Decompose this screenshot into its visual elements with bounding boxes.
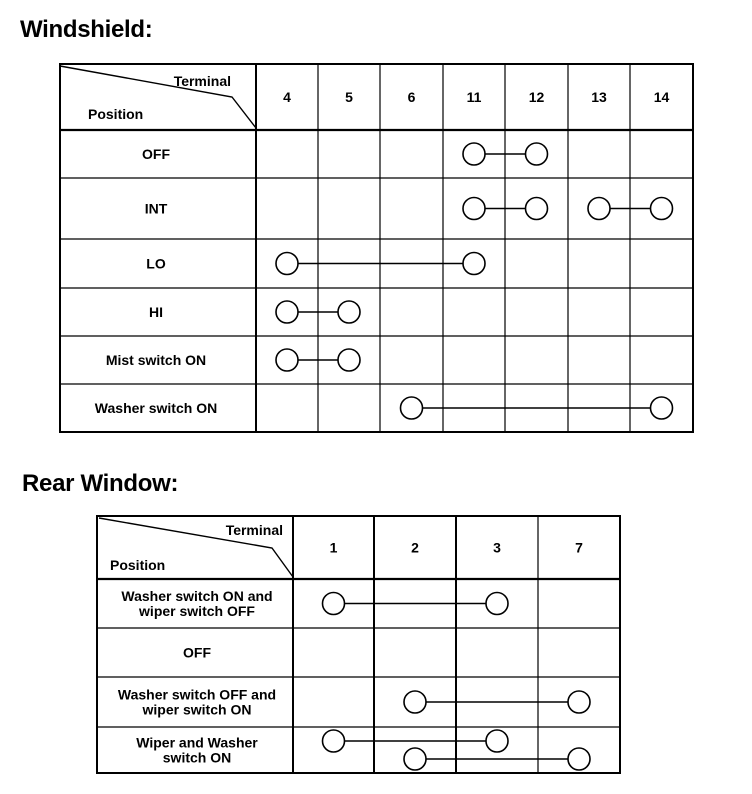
row-position-label: OFF xyxy=(142,146,170,162)
row-position-label: LO xyxy=(146,255,166,272)
terminal-number-14: 14 xyxy=(653,89,670,105)
position-header-label: Position xyxy=(110,557,166,573)
terminal-number-2: 2 xyxy=(411,539,419,556)
terminal-number-6: 6 xyxy=(407,89,416,105)
terminal-number-1: 1 xyxy=(329,539,338,556)
row-position-label: Washer switch OFF and xyxy=(117,686,277,703)
terminal-number-3: 3 xyxy=(493,539,501,556)
windshield-title: Windshield: xyxy=(20,16,153,43)
row-position-label: Washer switch ON and xyxy=(121,588,273,604)
terminal-circle-11 xyxy=(463,253,485,275)
terminal-circle-4 xyxy=(276,301,298,323)
terminal-circle-3 xyxy=(486,593,508,615)
terminal-circle-7 xyxy=(568,691,590,713)
terminal-header-label: Terminal xyxy=(225,522,283,538)
row-position-label: HI xyxy=(149,304,163,320)
row-position-label: OFF xyxy=(183,644,211,661)
terminal-circle-7 xyxy=(568,748,590,770)
terminal-circle-4 xyxy=(276,349,298,371)
row-position-label: wiper switch OFF xyxy=(139,603,255,619)
terminal-circle-3 xyxy=(486,730,508,752)
terminal-circle-13 xyxy=(588,198,610,220)
terminal-number-12: 12 xyxy=(528,89,545,105)
table-border xyxy=(60,64,693,432)
rear-window-table xyxy=(97,516,620,773)
terminal-circle-6 xyxy=(401,397,423,419)
terminal-circle-1 xyxy=(323,593,345,615)
terminal-circle-1 xyxy=(323,730,345,752)
terminal-circle-2 xyxy=(404,691,426,713)
position-header-label: Position xyxy=(88,106,144,122)
terminal-circle-5 xyxy=(338,301,360,323)
rear-window-title: Rear Window: xyxy=(22,470,179,497)
terminal-circle-12 xyxy=(526,143,548,165)
terminal-circle-4 xyxy=(276,253,298,275)
terminal-number-4: 4 xyxy=(283,89,291,105)
terminal-number-11: 11 xyxy=(466,89,482,105)
row-position-label: INT xyxy=(144,200,168,217)
terminal-circle-5 xyxy=(338,349,360,371)
terminal-number-7: 7 xyxy=(575,539,583,556)
terminal-circle-14 xyxy=(651,397,673,419)
terminal-number-5: 5 xyxy=(345,89,353,105)
terminal-circle-14 xyxy=(651,198,673,220)
row-position-label: switch ON xyxy=(162,749,232,766)
row-position-label: Washer switch ON xyxy=(94,400,218,416)
terminal-circle-11 xyxy=(463,143,485,165)
terminal-header-label: Terminal xyxy=(173,73,231,89)
terminal-circle-11 xyxy=(463,198,485,220)
terminal-circle-2 xyxy=(404,748,426,770)
windshield-table xyxy=(60,64,693,432)
terminal-number-13: 13 xyxy=(591,89,607,105)
row-position-label: wiper switch ON xyxy=(142,701,252,718)
terminal-circle-12 xyxy=(526,198,548,220)
row-position-label: Mist switch ON xyxy=(105,352,207,368)
row-position-label: Wiper and Washer xyxy=(136,734,258,751)
